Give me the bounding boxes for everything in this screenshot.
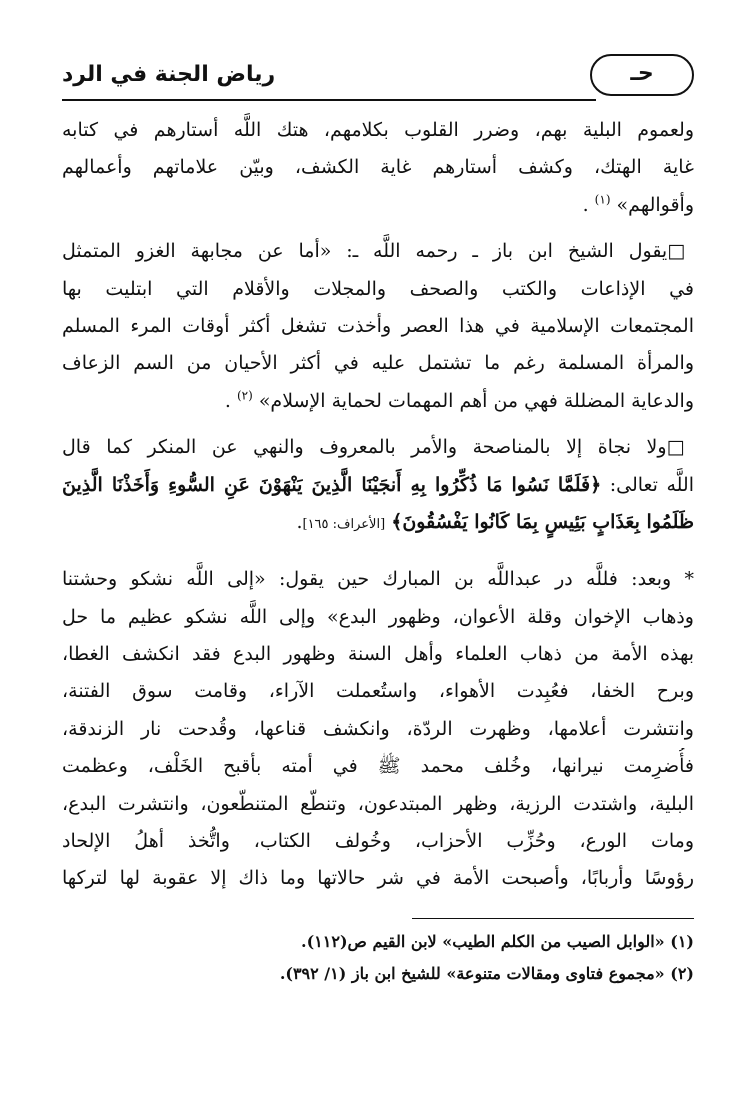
text-line: * وبعد: فللَّه در عبداللَّه بن المبارك حين يقول: «إلى اللَّه نشكو وحشتنا bbox=[62, 568, 694, 591]
footnote-rule bbox=[412, 918, 694, 919]
footnote-2: (٢) «مجموع فتاوى ومقالات متنوعة» للشيخ ابن باز (١/ ٣٩٢). bbox=[279, 964, 694, 983]
punctuation: . bbox=[224, 389, 231, 412]
line-text: يقول الشيخ ابن باز ـ رحمه اللَّه ـ: «أما عن مجابهة الغزو المتمثل bbox=[62, 240, 668, 263]
text-line bbox=[62, 187, 694, 224]
body-text bbox=[62, 112, 694, 898]
text-line: المجتمعات الإسلامية في هذا العصر وأخذت تشغل أكثر أوقات المرء المسلم bbox=[62, 314, 694, 337]
footnotes bbox=[62, 926, 694, 990]
quote-end: وأقوالهم» bbox=[616, 193, 694, 216]
text-line: فأُضرِمت نيرانها، وخُلف محمد ﷺ في أمته بأقبح الخَلْف، وعظمت bbox=[62, 755, 694, 778]
text-line: وانتشرت أعلامها، وظهرت الردّة، وانكشف قناعها، وقُدحت نار الزندقة، bbox=[62, 717, 694, 740]
text-line: وذهاب الإخوان وقلة الأعوان، وظهور البدع» وإلى اللَّه نشكو عظيم ما حل bbox=[62, 605, 694, 628]
paragraph-gap bbox=[62, 541, 694, 561]
text-line bbox=[62, 429, 694, 466]
text-line bbox=[62, 233, 694, 270]
text-line: بهذه الأمة من ذهاب العلماء وأهل السنة وظهور البدع فقد انكشف الغطا، bbox=[62, 643, 694, 666]
footnote-marker: (٢) bbox=[236, 388, 253, 403]
paragraph-gap bbox=[62, 224, 694, 233]
punctuation: . bbox=[582, 193, 589, 216]
punctuation: . bbox=[296, 510, 303, 533]
quran-verse: ﴿فَلَمَّا نَسُوا مَا ذُكِّرُوا بِهِ أَنجَيْنَا الَّذِينَ يَنْهَوْنَ عَنِ السُّوءِ وَأَخَذْنَا الَّذِينَ bbox=[62, 473, 602, 496]
bullet-square-icon: □ bbox=[667, 240, 694, 263]
line-text: والدعاية المضللة فهي من أهم المهمات لحماية الإسلام» bbox=[258, 389, 694, 412]
page-number-badge: حـ bbox=[590, 54, 694, 96]
header-rule bbox=[62, 99, 596, 101]
line-text: اللَّه تعالى: bbox=[609, 473, 694, 496]
verse-reference: [الأعراف: ١٦٥] bbox=[302, 516, 386, 532]
line-text: ولا نجاة إلا بالمناصحة والأمر بالمعروف والنهي عن المنكر كما قال bbox=[62, 436, 667, 459]
footnote-1: (١) «الوابل الصيب من الكلم الطيب» لابن القيم ص(١١٢). bbox=[301, 932, 694, 951]
text-line bbox=[62, 504, 694, 541]
bullet-square-icon: □ bbox=[666, 436, 694, 459]
text-line: رؤوسًا وأربابًا، وأصبحت الأمة في شر حالاتها وما ذاك إلا عقوبة لها لتركها bbox=[62, 867, 694, 890]
footnote-marker: (١) bbox=[594, 192, 611, 207]
text-line: البلية، واشتدت الرزية، وظهر المبتدعون، وتنطّع المتنطّعون، وانتشرت البدع، bbox=[62, 792, 694, 815]
paragraph-gap bbox=[62, 420, 694, 429]
running-title: رياض الجنة في الرد bbox=[62, 62, 276, 87]
text-line: في الإذاعات والكتب والصحف والمجلات والأقلام التي ابتليت بها bbox=[62, 277, 694, 300]
text-line bbox=[62, 383, 694, 420]
page-header bbox=[62, 50, 694, 102]
text-line: ولعموم البلية بهم، وضرر القلوب بكلامهم، هتك اللَّه أستارهم في كتابه bbox=[62, 119, 694, 141]
text-line: وبرح الخفا، فعُبِدت الأهواء، واستُعملت الآراء، وقامت سوق الفتنة، bbox=[62, 680, 694, 703]
text-line bbox=[62, 467, 694, 504]
text-line: ومات الورع، وحُزِّب الأحزاب، وخُولف الكتاب، واتُّخذ أهلُ الإلحاد bbox=[62, 830, 694, 853]
text-line: والمرأة المسلمة رغم ما تشتمل عليه في أكثر الأحيان من السم الزعاف bbox=[62, 352, 694, 375]
text-line: غاية الهتك، وكشف أستارهم غاية الكشف، وبيّن علاماتهم وأعمالهم bbox=[62, 156, 694, 179]
quran-verse: ظَلَمُوا بِعَذَابٍ بَئِيسٍ بِمَا كَانُوا يَفْسُقُونَ﴾ bbox=[391, 510, 694, 533]
